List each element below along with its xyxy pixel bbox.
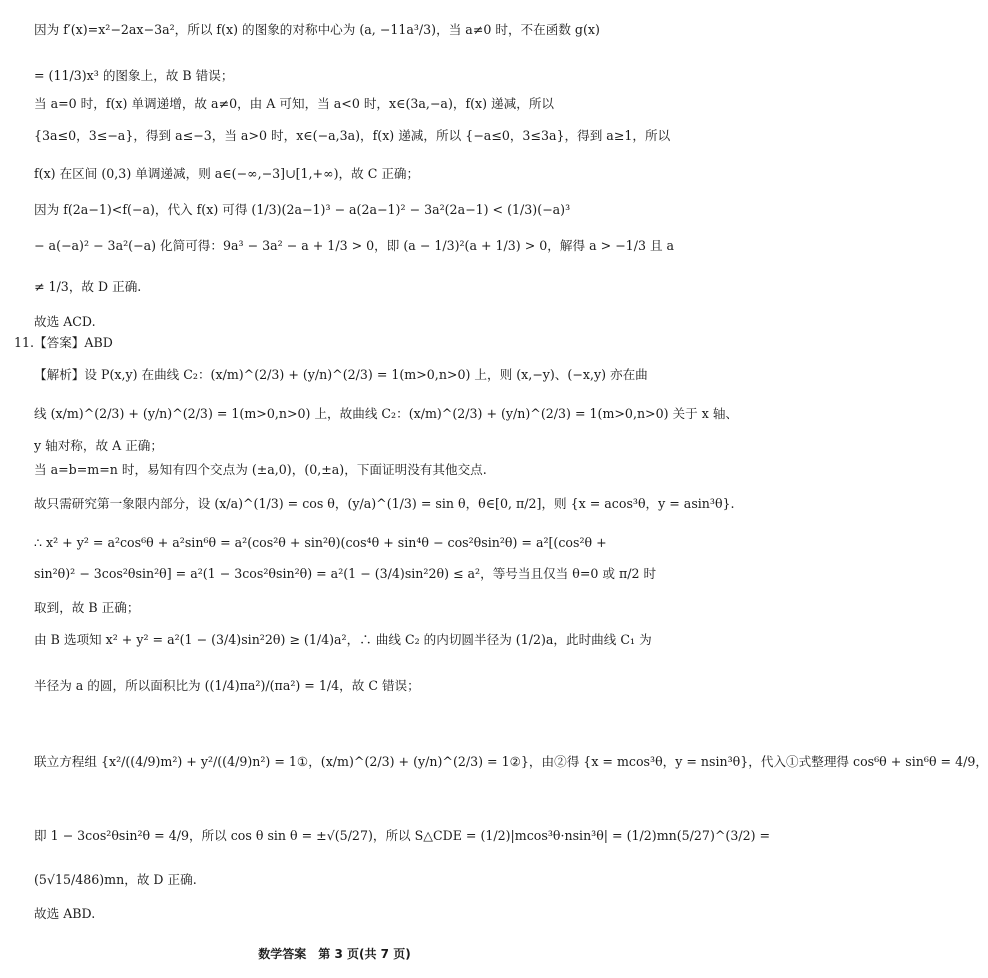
text-line: 由 B 选项知 x² + y² = a²(1 − (3/4)sin²2θ) ≥ (1/4)a²，∴ 曲线 C₂ 的内切圆半径为 (1/2)a，此时曲线 C₁ 为 [34, 632, 652, 647]
text-line: 即 1 − 3cos²θsin²θ = 4/9，所以 cos θ sin θ = ±√(5/27)，所以 S△CDE = (1/2)|mcos³θ·nsin³θ| = (1/2)mn(5/27)^(3/2) = [34, 828, 771, 843]
text-line: y 轴对称，故 A 正确； [34, 438, 163, 453]
question-answer-heading: 11.【答案】ABD [14, 335, 113, 350]
text-line: 当 a=0 时，f(x) 单调递增，故 a≠0，由 A 可知，当 a<0 时，x∈(3a,−a)，f(x) 递减，所以 [34, 96, 555, 111]
text-line: {3a≤0，3≤−a}，得到 a≤−3，当 a>0 时，x∈(−a,3a)，f(x) 递减，所以 {−a≤0，3≤3a}，得到 a≥1，所以 [34, 128, 671, 143]
text-line: (5√15/486)mn，故 D 正确. [34, 872, 197, 887]
text-line: − a(−a)² − 3a²(−a) 化简可得：9a³ − 3a² − a + 1/3 > 0，即 (a − 1/3)²(a + 1/3) > 0，解得 a > −1/3 且 a [34, 238, 675, 253]
text-line: ≠ 1/3，故 D 正确. [34, 279, 142, 294]
text-line: 线 (x/m)^(2/3) + (y/n)^(2/3) = 1(m>0,n>0) 上，故曲线 C₂：(x/m)^(2/3) + (y/n)^(2/3) = 1(m>0,n>0) 关于 x 轴、 [34, 406, 739, 421]
text-line: 当 a=b=m=n 时，易知有四个交点为 (±a,0)，(0,±a)，下面证明没有其他交点. [34, 462, 487, 477]
text-line: 因为 f(2a−1)<f(−a)，代入 f(x) 可得 (1/3)(2a−1)³ − a(2a−1)² − 3a²(2a−1) < (1/3)(−a)³ [34, 202, 571, 217]
text-line: 半径为 a 的圆，所以面积比为 ((1/4)πa²)/(πa²) = 1/4，故 C 错误； [34, 678, 420, 693]
text-line: 联立方程组 {x²/((4/9)m²) + y²/((4/9)n²) = 1①，(x/m)^(2/3) + (y/n)^(2/3) = 1②}，由②得 {x = mcos³θ，y = nsin³θ}，代入①式整理得 cos⁶θ + sin⁶θ = 4/9， [34, 754, 988, 769]
text-line: sin²θ)² − 3cos²θsin²θ] = a²(1 − 3cos²θsin²θ) = a²(1 − (3/4)sin²2θ) ≤ a²，等号当且仅当 θ=0 或 π/2 时 [34, 566, 657, 581]
text-line: 故选 ABD. [34, 906, 96, 921]
text-line: 故选 ACD. [34, 314, 96, 329]
text-line: ∴ x² + y² = a²cos⁶θ + a²sin⁶θ = a²(cos²θ + sin²θ)(cos⁴θ + sin⁴θ − cos²θsin²θ) = a²[(cos²θ + [34, 535, 607, 550]
text-line: 【解析】设 P(x,y) 在曲线 C₂：(x/m)^(2/3) + (y/n)^(2/3) = 1(m>0,n>0) 上，则 (x,−y)、(−x,y) 亦在曲 [34, 367, 648, 382]
text-line: 取到，故 B 正确； [34, 600, 140, 615]
text-line: f(x) 在区间 (0,3) 单调递减，则 a∈(−∞,−3]∪[1,+∞)，故 C 正确； [34, 166, 420, 181]
text-line: = (11/3)x³ 的图象上，故 B 错误； [34, 68, 234, 83]
page-footer: 数学答案 第 3 页(共 7 页) [258, 947, 411, 961]
text-line: 故只需研究第一象限内部分，设 (x/a)^(1/3) = cos θ，(y/a)^(1/3) = sin θ，θ∈[0, π/2]，则 {x = acos³θ，y = asin³θ}. [34, 496, 735, 511]
text-line: 因为 f′(x)=x²−2ax−3a²，所以 f(x) 的图象的对称中心为 (a, −11a³/3)，当 a≠0 时，不在函数 g(x) [34, 22, 600, 37]
